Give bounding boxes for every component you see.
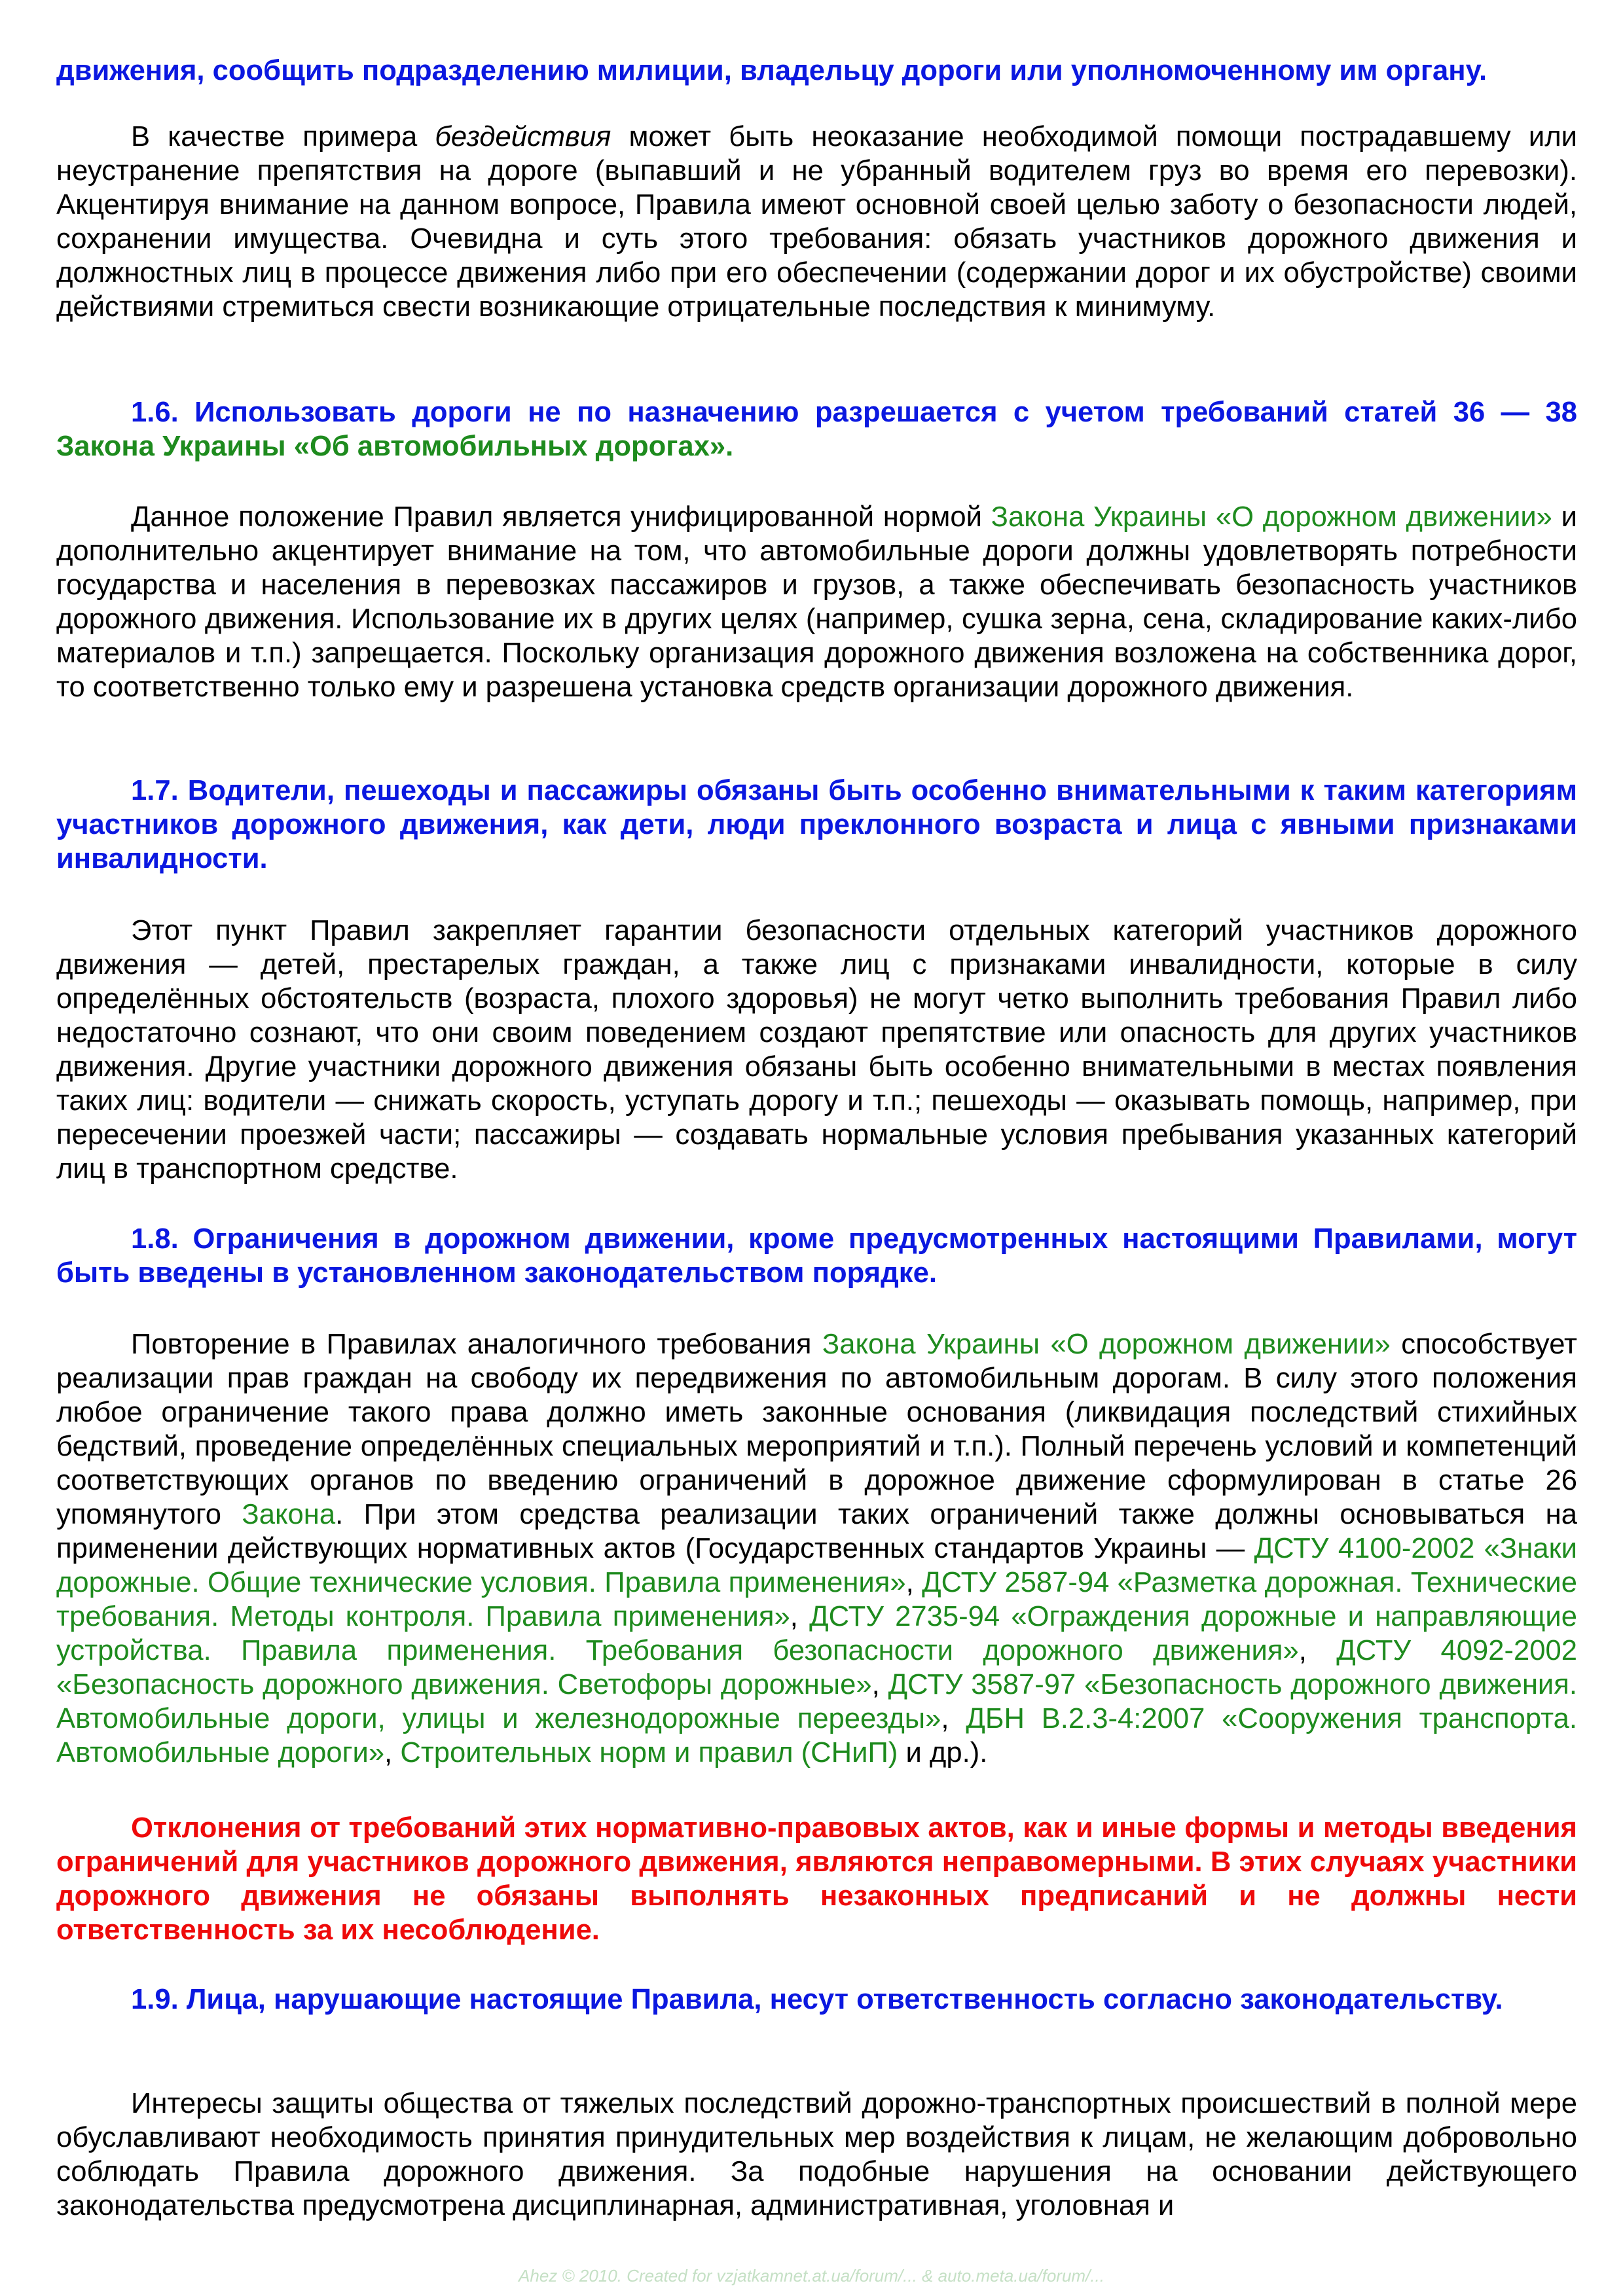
separator: , (941, 1703, 966, 1734)
text: Данное положение Правил является унифицированной нормой (131, 501, 991, 533)
dstu-4100-link[interactable]: ДСТУ 4100-2002 «Знаки дорожные. Общие технические условия. Правила применения» (56, 1533, 1577, 1598)
text: В качестве примера (131, 121, 435, 152)
separator: , (1298, 1635, 1337, 1666)
paragraph-1-8 (56, 1327, 1577, 1770)
footer-credit: Ahez © 2010. Created for vzjatkamnet.at.ua/forum/... & auto.meta.ua/forum/... (519, 2266, 1104, 2286)
paragraph-1-6 (56, 500, 1577, 704)
text: Повторение в Правилах аналогичного требования (131, 1329, 822, 1360)
heading-text: 1.6. Использовать дороги не по назначению разрешается с учетом требований статей 36 — 38 (131, 397, 1577, 428)
emphasis: бездействия (435, 121, 611, 152)
heading-1-9: 1.9. Лица, нарушающие настоящие Правила, несут ответственность согласно законодательству. (131, 1984, 1503, 2015)
paragraph-1-7: Этот пункт Правил закрепляет гарантии безопасности отдельных категорий участников дорожного движения — детей, престарелых граждан, а также лиц с признаками инвалидности, которые в силу определённых обстоятельств (возраста, плохого здоровья) не могут четко выполнить требования Правил либо недостаточно сознают, что они своим поведением создают препятствие или опасность для других участников движения. Другие участники дорожного движения обязаны быть особенно внимательными в местах появления таких лиц: водители — снижать скорость, уступать дорогу и т.п.; пешеходы — оказывать помощь, например, при пересечении проезжей части; пассажиры — создавать нормальные условия пребывания указанных категорий лиц в транспортном средстве. (56, 915, 1577, 1185)
separator: , (384, 1737, 401, 1768)
separator: , (905, 1567, 922, 1598)
heading-1-7: 1.7. Водители, пешеходы и пассажиры обязаны быть особенно внимательными к таким категориям участников дорожного движения, как дети, люди преклонного возраста и лица с явными признаками инвалидности. (56, 775, 1577, 874)
text: . При этом средства реализации таких ограничений также должны основываться на применении действующих нормативных актов (Государственных стандартов Украины — (56, 1499, 1577, 1564)
heading-1-6 (56, 395, 1577, 463)
text: и др.). (898, 1737, 988, 1768)
law-link-traffic[interactable]: Закона Украины «О дорожном движении» (822, 1329, 1391, 1360)
heading-1-8: 1.8. Ограничения в дорожном движении, кроме предусмотренных настоящими Правилами, могут быть введены в установленном законодательством порядке. (56, 1223, 1577, 1289)
lead-line: движения, сообщить подразделению милиции, владельцу дороги или уполномоченному им органу. (56, 55, 1487, 86)
dstu-3587-link[interactable]: ДСТУ 3587-97 «Безопасность дорожного движения. Автомобильные дороги, улицы и железнодорожные переезды» (56, 1669, 1577, 1734)
dbn-link[interactable]: ДБН В.2.3-4:2007 «Сооружения транспорта. Автомобильные дороги» (56, 1703, 1577, 1768)
paragraph-inaction (56, 120, 1577, 324)
separator: , (871, 1669, 888, 1700)
warning-1-8: Отклонения от требований этих нормативно-правовых актов, как и иные формы и методы введения ограничений для участников дорожного движения, являются неправомерными. В этих случаях участники дорожного движения не обязаны выполнять незаконных предписаний и не должны нести ответственность за их несоблюдение. (56, 1812, 1577, 1946)
law-link-traffic[interactable]: Закона Украины «О дорожном движении» (991, 501, 1552, 533)
dstu-2735-link[interactable]: ДСТУ 2735-94 «Ограждения дорожные и направляющие устройства. Правила применения. Требования безопасности дорожного движения» (56, 1601, 1577, 1666)
dstu-2587-link[interactable]: ДСТУ 2587-94 «Разметка дорожная. Технические требования. Методы контроля. Правила применения» (56, 1567, 1577, 1632)
text: может быть неоказание необходимой помощи пострадавшему или неустранение препятствия на дороге (выпавший и не убранный водителем груз во время его перевозки). Акцентируя внимание на данном вопросе, Правила имеют основной своей целью заботу о безопасности людей, сохранении имущества. Очевидна и суть этого требования: обязать участников дорожного движения и должностных лиц в процессе движения либо при его обеспечении (содержании дорог и их обустройстве) своими действиями стремиться свести возникающие отрицательные последствия к минимуму. (56, 121, 1577, 323)
text: и дополнительно акцентирует внимание на том, что автомобильные дороги должны удовлетворять потребности государства и населения в перевозках пассажиров и грузов, а также обеспечивать безопасность участников дорожного движения. Использование их в других целях (например, сушка зерна, сена, складирование каких-либо материалов и т.п.) запрещается. Поскольку организация дорожного движения возложена на собственника дорог, то соответственно только ему и разрешена установка средств организации дорожного движения. (56, 501, 1577, 703)
law-link[interactable]: Закона (242, 1499, 336, 1530)
separator: , (790, 1601, 810, 1632)
snip-link[interactable]: Строительных норм и правил (СНиП) (400, 1737, 898, 1768)
dstu-4092-link[interactable]: ДСТУ 4092-2002 «Безопасность дорожного движения. Светофоры дорожные» (56, 1635, 1577, 1700)
text: способствует реализации прав граждан на свободу их передвижения по автомобильным дорогам. В силу этого положения любое ограничение такого права должно иметь законные основания (ликвидация последствий стихийных бедствий, проведение определённых специальных мероприятий и т.п.). Полный перечень условий и компетенций соответствующих органов по введению ограничений в дорожное движение сформулирован в статье 26 упомянутого (56, 1329, 1577, 1530)
heading-punct: . (725, 431, 734, 462)
law-link-roads[interactable]: Закона Украины «Об автомобильных дорогах» (56, 431, 726, 462)
paragraph-1-9: Интересы защиты общества от тяжелых последствий дорожно-транспортных происшествий в полной мере обуславливают необходимость принятия принудительных мер воздействия к лицам, не желающим добровольно соблюдать Правила дорожного движения. За подобные нарушения на основании действующего законодательства предусмотрена дисциплинарная, административная, уголовная и (56, 2088, 1577, 2221)
